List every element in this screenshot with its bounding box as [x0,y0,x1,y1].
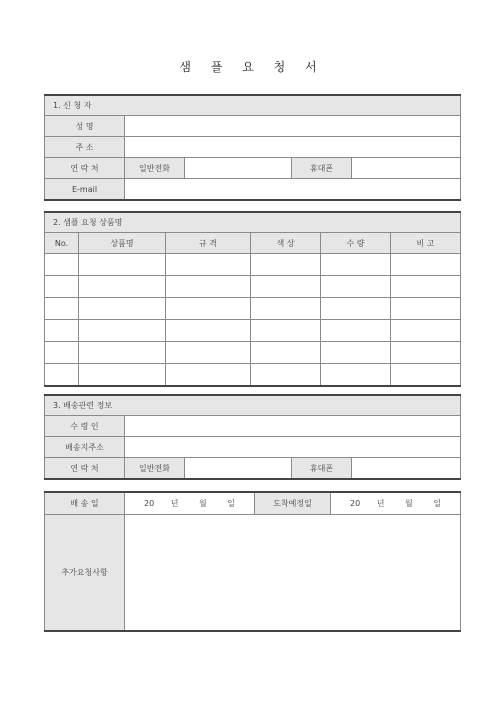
applicant-table [44,94,461,201]
column-header-remarks: 비 고 [391,233,461,254]
table-row [45,298,461,320]
cell-remarks[interactable] [391,276,461,298]
section-heading-products: 2. 샘플 요청 상품명 [45,212,461,233]
cell-no[interactable] [45,342,79,364]
column-header-color: 색 상 [251,233,321,254]
cell-color[interactable] [251,254,321,276]
cell-no[interactable] [45,298,79,320]
ship-date-label: 배 송 일 [45,492,125,515]
cell-product-name[interactable] [79,364,166,387]
schedule-table [44,491,461,632]
cell-quantity[interactable] [321,320,391,342]
table-row [45,364,461,387]
cell-no[interactable] [45,276,79,298]
delivery-contact-label: 연 락 처 [45,458,125,480]
email-label: E-mail [45,179,125,201]
cell-product-name[interactable] [79,320,166,342]
cell-spec[interactable] [166,298,251,320]
column-header-no: No. [45,233,79,254]
table-row [45,342,461,364]
table-row [45,276,461,298]
cell-color[interactable] [251,364,321,387]
cell-spec[interactable] [166,276,251,298]
address-field[interactable] [125,137,461,158]
mobile-field[interactable] [352,158,461,179]
arrival-day-unit: 일 [433,499,442,508]
cell-remarks[interactable] [391,254,461,276]
ship-year-unit: 년 [170,499,179,508]
cell-spec[interactable] [166,364,251,387]
products-table [44,211,461,387]
cell-remarks[interactable] [391,298,461,320]
section-heading-delivery: 3. 배송관련 정보 [45,395,461,416]
column-header-spec: 규 격 [166,233,251,254]
cell-color[interactable] [251,342,321,364]
cell-quantity[interactable] [321,342,391,364]
ship-year: 20 [143,499,155,508]
cell-no[interactable] [45,254,79,276]
table-row [45,320,461,342]
extra-request-field[interactable] [125,515,461,632]
email-field[interactable] [125,179,461,201]
cell-no[interactable] [45,364,79,387]
cell-product-name[interactable] [79,342,166,364]
cell-product-name[interactable] [79,298,166,320]
cell-color[interactable] [251,298,321,320]
address-label: 주 소 [45,137,125,158]
cell-spec[interactable] [166,320,251,342]
name-field[interactable] [125,116,461,137]
arrival-label: 도착예정일 [255,492,331,515]
cell-quantity[interactable] [321,298,391,320]
page-title: 샘 플 요 청 서 [179,60,325,74]
delivery-phone-field[interactable] [185,458,292,480]
table-row [45,254,461,276]
cell-quantity[interactable] [321,364,391,387]
cell-remarks[interactable] [391,364,461,387]
ship-month-unit: 월 [199,499,207,508]
cell-product-name[interactable] [79,276,166,298]
extra-request-label: 추가요청사항 [45,515,125,632]
mobile-label: 휴대폰 [292,158,352,179]
cell-quantity[interactable] [321,254,391,276]
delivery-mobile-field[interactable] [352,458,461,480]
cell-spec[interactable] [166,342,251,364]
recipient-label: 수 령 인 [45,416,125,437]
delivery-mobile-label: 휴대폰 [292,458,352,480]
arrival-date-field[interactable] [331,492,461,515]
arrival-month-unit: 월 [405,499,413,508]
cell-quantity[interactable] [321,276,391,298]
contact-label: 연 락 처 [45,158,125,179]
column-header-product-name: 상품명 [79,233,166,254]
ship-date-field[interactable] [125,492,255,515]
cell-remarks[interactable] [391,342,461,364]
cell-spec[interactable] [166,254,251,276]
cell-color[interactable] [251,320,321,342]
name-label: 성 명 [45,116,125,137]
delivery-phone-label: 일반전화 [125,458,185,480]
cell-product-name[interactable] [79,254,166,276]
delivery-table [44,394,461,480]
section-heading-applicant: 1. 신 청 자 [45,95,461,116]
arrival-year-unit: 년 [376,499,385,508]
phone-field[interactable] [185,158,292,179]
column-header-quantity: 수 량 [321,233,391,254]
delivery-address-label: 배송지주소 [45,437,125,458]
cell-no[interactable] [45,320,79,342]
cell-remarks[interactable] [391,320,461,342]
delivery-address-field[interactable] [125,437,461,458]
recipient-field[interactable] [125,416,461,437]
arrival-year: 20 [349,499,361,508]
ship-day-unit: 일 [227,499,236,508]
phone-label: 일반전화 [125,158,185,179]
cell-color[interactable] [251,276,321,298]
